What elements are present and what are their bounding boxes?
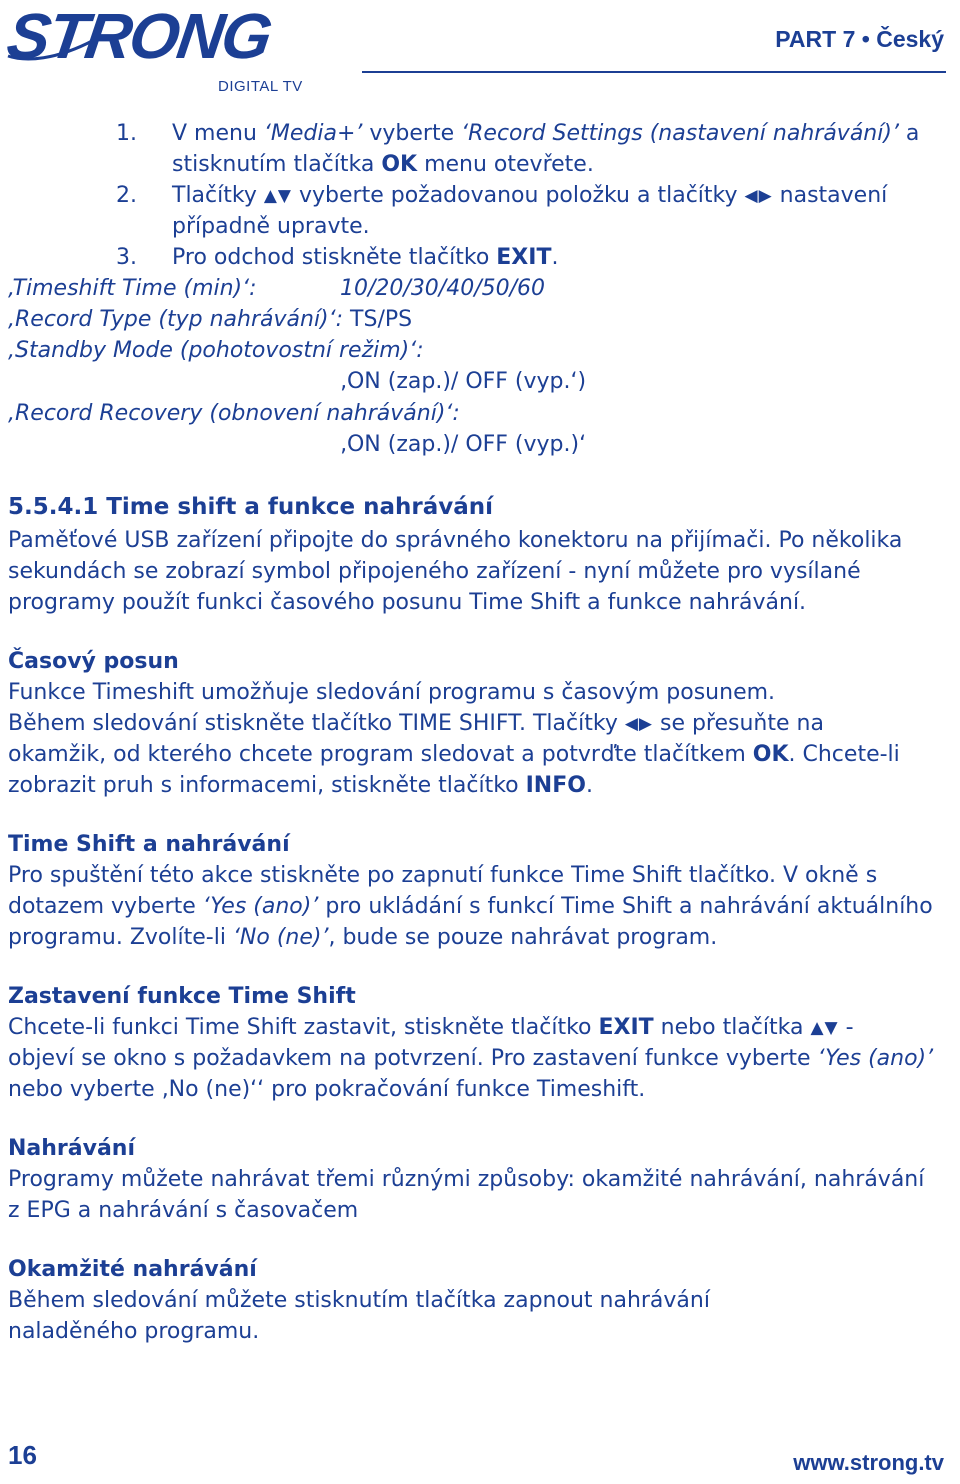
header-rule [362, 71, 946, 73]
text: . [585, 773, 593, 798]
record-type-value: TS/PS [343, 307, 413, 332]
standby-mode-label: ‚Standby Mode (pohotovostní režim)‘: [8, 338, 424, 363]
text: ‘Yes (ano)’ [817, 1046, 934, 1071]
step-1-line-1 [172, 118, 919, 149]
timeshift-time-label: ‚Timeshift Time (min)‘: [8, 276, 257, 301]
text: V menu [172, 121, 264, 146]
timeshift-recording-line-2 [8, 891, 933, 922]
text: , bude se pouze nahrávat program. [328, 925, 718, 950]
text: Pro odchod stiskněte tlačítko [172, 245, 497, 270]
text: ‘Yes (ano)’ [202, 894, 319, 919]
text: nastavení [772, 183, 888, 208]
text: objeví se okno s požadavkem na potvrzení. Pro zastavení funkce vyberte [8, 1046, 818, 1071]
text: . Chcete-li [788, 742, 900, 767]
info-key-label: INFO [525, 773, 586, 798]
timeshift-recording-heading: Time Shift a nahrávání [8, 832, 290, 857]
logo-subtitle: DIGITAL TV [218, 78, 303, 95]
text: menu otevřete. [417, 152, 594, 177]
step-3-line-1 [172, 242, 558, 273]
up-down-arrows-icon: ▲▼ [810, 1018, 839, 1038]
record-type-label: ‚Record Type (typ nahrávání)‘: [8, 307, 344, 332]
timeshift-recording-line-1: Pro spuštění této akce stiskněte po zapnutí funkce Time Shift tlačítko. V okně s [8, 863, 878, 888]
standby-mode-value: ‚ON (zap.)/ OFF (vyp.‘) [340, 369, 587, 394]
timeshift-line-2 [8, 708, 824, 740]
text: vyberte [362, 121, 462, 146]
website-link[interactable]: www.strong.tv [793, 1450, 944, 1475]
text: programu. Zvolíte-li [8, 925, 233, 950]
section-intro-line: programy použít funkci časového posunu Time Shift a funkce nahrávání. [8, 590, 807, 615]
timeshift-recording-line-3 [8, 922, 717, 953]
exit-key-label: EXIT [496, 245, 552, 270]
record-recovery-label: ‚Record Recovery (obnovení nahrávání)‘: [8, 401, 460, 426]
recording-line-2: z EPG a nahrávání s časovačem [8, 1198, 359, 1223]
part-label: PART 7 • Český [775, 26, 944, 52]
text: a [898, 121, 920, 146]
step-2-line-1 [172, 180, 887, 212]
strong-logo: STRONG [2, 0, 275, 72]
timeshift-time-value: 10/20/30/40/50/60 [340, 276, 546, 301]
stop-timeshift-line-2 [8, 1043, 933, 1074]
step-number: 1. [116, 121, 137, 146]
recording-line-1: Programy můžete nahrávat třemi různými způsoby: okamžité nahrávání, nahrávání [8, 1167, 925, 1192]
exit-key-label: EXIT [598, 1015, 654, 1040]
text: Chcete-li funkci Time Shift zastavit, stiskněte tlačítko [8, 1015, 599, 1040]
step-1-line-2 [172, 149, 594, 180]
stop-timeshift-heading: Zastavení funkce Time Shift [8, 984, 356, 1009]
timeshift-line-1: Funkce Timeshift umožňuje sledování programu s časovým posunem. [8, 680, 776, 705]
section-intro-line: Paměťové USB zařízení připojte do správného konektoru na přijímači. Po několika [8, 528, 903, 553]
text: . [551, 245, 559, 270]
timeshift-heading: Časový posun [8, 649, 179, 674]
section-title: 5.5.4.1 Time shift a funkce nahrávání [8, 494, 494, 520]
ok-key-label: OK [381, 152, 418, 177]
record-type-row [8, 304, 412, 335]
text: zobrazit pruh s informacemi, stiskněte tlačítko [8, 773, 526, 798]
instant-recording-heading: Okamžité nahrávání [8, 1257, 257, 1282]
left-right-arrows-icon: ◀▶ [624, 714, 653, 734]
page-number: 16 [8, 1440, 37, 1470]
timeshift-line-3 [8, 739, 900, 770]
step-2-line-2: případně upravte. [172, 214, 370, 239]
text: - [838, 1015, 854, 1040]
text: ‘No (ne)’ [232, 925, 329, 950]
ok-key-label: OK [752, 742, 789, 767]
text: Během sledování stiskněte tlačítko TIME SHIFT. Tlačítky [8, 711, 625, 736]
instant-recording-line-2: naladěného programu. [8, 1319, 260, 1344]
stop-timeshift-line-1 [8, 1012, 854, 1044]
left-right-arrows-icon: ◀▶ [744, 186, 773, 206]
text: vyberte požadovanou položku a tlačítky [292, 183, 745, 208]
text: se přesuňte na [652, 711, 824, 736]
timeshift-line-4 [8, 770, 593, 801]
text: dotazem vyberte [8, 894, 203, 919]
text: ‘Media+’ [263, 121, 363, 146]
text: okamžik, od kterého chcete program sledovat a potvrďte tlačítkem [8, 742, 753, 767]
text: ‘Record Settings (nastavení nahrávání)’ [461, 121, 899, 146]
section-intro-line: sekundách se zobrazí symbol připojeného zařízení - nyní můžete pro vysílané [8, 559, 861, 584]
step-number: 3. [116, 245, 137, 270]
stop-timeshift-line-3: nebo vyberte ‚No (ne)‘‘ pro pokračování funkce Timeshift. [8, 1077, 646, 1102]
recording-heading: Nahrávání [8, 1136, 136, 1161]
up-down-arrows-icon: ▲▼ [263, 186, 292, 206]
text: stisknutím tlačítka [172, 152, 382, 177]
instant-recording-line-1: Během sledování můžete stisknutím tlačítka zapnout nahrávání [8, 1288, 710, 1313]
text: pro ukládání s funkcí Time Shift a nahrávání aktuálního [318, 894, 933, 919]
text: nebo tlačítka [653, 1015, 811, 1040]
text: Tlačítky [172, 183, 264, 208]
record-recovery-value: ‚ON (zap.)/ OFF (vyp.)‘ [340, 432, 587, 457]
step-number: 2. [116, 183, 137, 208]
